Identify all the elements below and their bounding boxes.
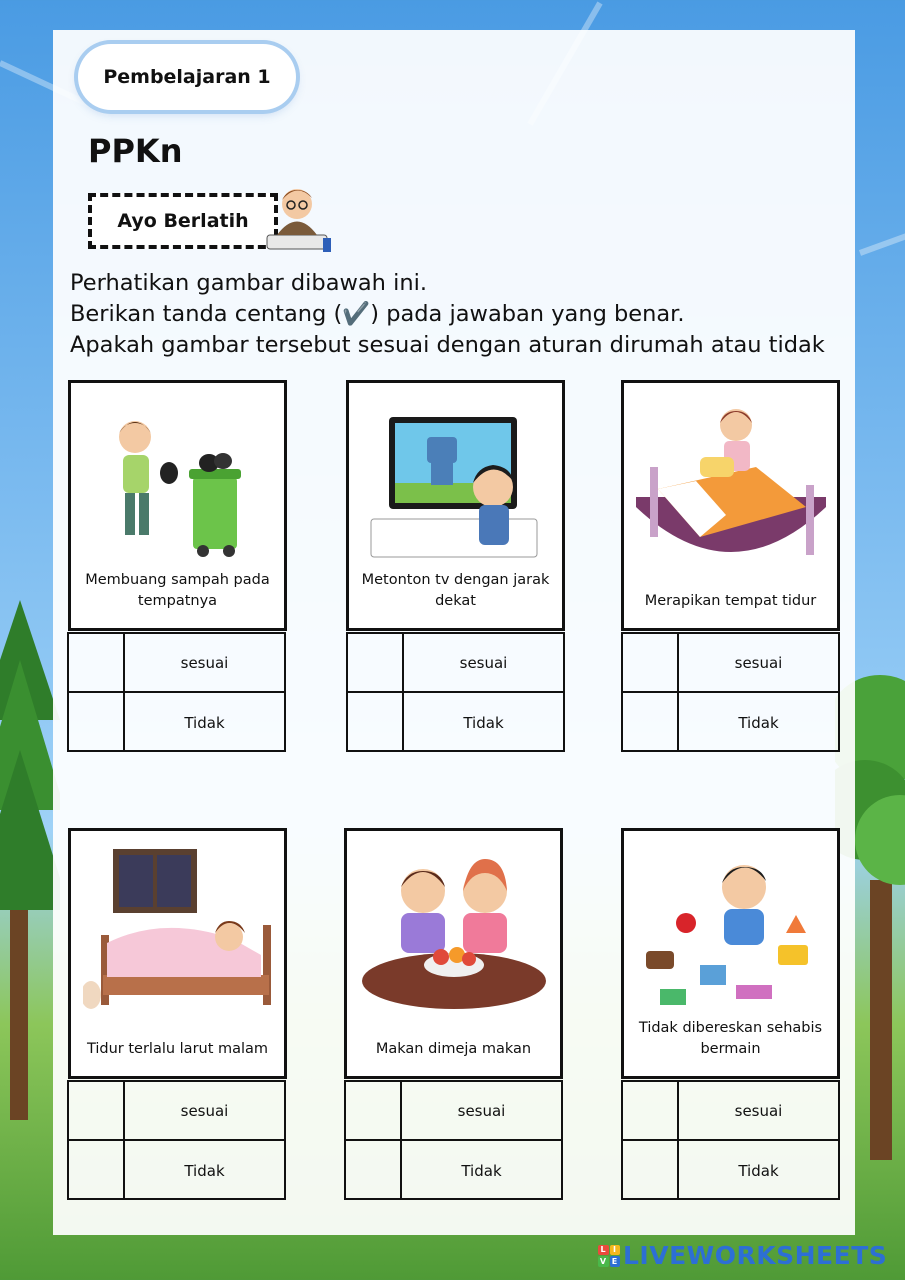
liveworksheets-logo-icon	[598, 1245, 620, 1267]
activity-card	[621, 828, 840, 1079]
option-row	[348, 634, 563, 693]
instruction-line: Perhatikan gambar dibawah ini.	[70, 270, 428, 296]
card-caption: Tidur terlalu larut malam	[86, 1041, 269, 1057]
option-label: sesuai	[459, 653, 508, 672]
girl-making-bed-icon	[636, 397, 826, 567]
girl-sleeping-night-icon	[83, 845, 273, 1015]
option-row	[69, 1141, 284, 1200]
sky-ray	[859, 230, 905, 256]
answer-checkbox[interactable]	[623, 693, 679, 752]
option-row	[623, 693, 838, 752]
answer-checkbox[interactable]	[623, 634, 679, 691]
option-label: sesuai	[180, 653, 229, 672]
option-row	[69, 693, 284, 752]
option-label: sesuai	[180, 1101, 229, 1120]
option-row	[69, 1082, 284, 1141]
activity-card	[344, 828, 563, 1079]
answer-options	[346, 632, 565, 752]
student-writing-icon	[257, 180, 337, 262]
card-caption: Makan dimeja makan	[375, 1041, 532, 1057]
option-label: sesuai	[734, 1101, 783, 1120]
instructions-block	[70, 268, 825, 361]
tree-left-icon	[0, 600, 60, 1120]
activity-card	[68, 380, 287, 631]
answer-checkbox[interactable]	[348, 634, 404, 691]
kids-eating-table-icon	[359, 845, 549, 1015]
option-label: sesuai	[457, 1101, 506, 1120]
option-label: sesuai	[734, 653, 783, 672]
answer-options	[67, 1080, 286, 1200]
logo-letter: I	[610, 1245, 621, 1256]
liveworksheets-logo[interactable]	[598, 1241, 887, 1270]
option-row	[69, 634, 284, 693]
option-row	[623, 1141, 838, 1200]
answer-checkbox[interactable]	[69, 693, 125, 752]
option-label: Tidak	[184, 713, 225, 732]
answer-checkbox[interactable]	[346, 1082, 402, 1139]
girl-throwing-trash-icon	[83, 397, 273, 567]
answer-checkbox[interactable]	[69, 634, 125, 691]
answer-checkbox[interactable]	[346, 1141, 402, 1200]
answer-checkbox[interactable]	[69, 1141, 125, 1200]
brand-name: LIVEWORKSHEETS	[623, 1241, 888, 1270]
lesson-badge: Pembelajaran 1	[78, 44, 296, 110]
activity-card	[346, 380, 565, 631]
answer-checkbox[interactable]	[623, 1141, 679, 1200]
answer-options	[621, 1080, 840, 1200]
option-label: Tidak	[461, 1161, 502, 1180]
logo-letter: L	[598, 1245, 609, 1256]
logo-letter: E	[610, 1256, 621, 1267]
option-label: Tidak	[463, 713, 504, 732]
card-caption: Tidak dibereskan sehabis bermain	[638, 1020, 823, 1057]
answer-checkbox[interactable]	[348, 693, 404, 752]
option-label: Tidak	[738, 1161, 779, 1180]
boy-watching-tv-icon	[361, 397, 551, 567]
card-caption: Membuang sampah pada tempatnya	[85, 572, 270, 609]
option-label: Tidak	[738, 713, 779, 732]
card-caption: Merapikan tempat tidur	[644, 593, 817, 609]
answer-checkbox[interactable]	[69, 1082, 125, 1139]
option-row	[623, 1082, 838, 1141]
option-label: Tidak	[184, 1161, 225, 1180]
messy-toys-boy-icon	[636, 845, 826, 1015]
answer-options	[344, 1080, 563, 1200]
answer-options	[67, 632, 286, 752]
instruction-line: Apakah gambar tersebut sesuai dengan aturan dirumah atau tidak	[70, 332, 825, 358]
option-row	[346, 1141, 561, 1200]
answer-options	[621, 632, 840, 752]
exercise-label: Ayo Berlatih	[88, 193, 278, 249]
option-row	[623, 634, 838, 693]
logo-letter: V	[599, 1256, 607, 1266]
subject-title: PPKn	[88, 132, 183, 170]
activity-card	[621, 380, 840, 631]
option-row	[346, 1082, 561, 1141]
option-row	[348, 693, 563, 752]
activity-card	[68, 828, 287, 1079]
card-caption: Metonton tv dengan jarak dekat	[361, 572, 550, 609]
answer-checkbox[interactable]	[623, 1082, 679, 1139]
instruction-line: Berikan tanda centang (✔️) pada jawaban yang benar.	[70, 301, 685, 327]
